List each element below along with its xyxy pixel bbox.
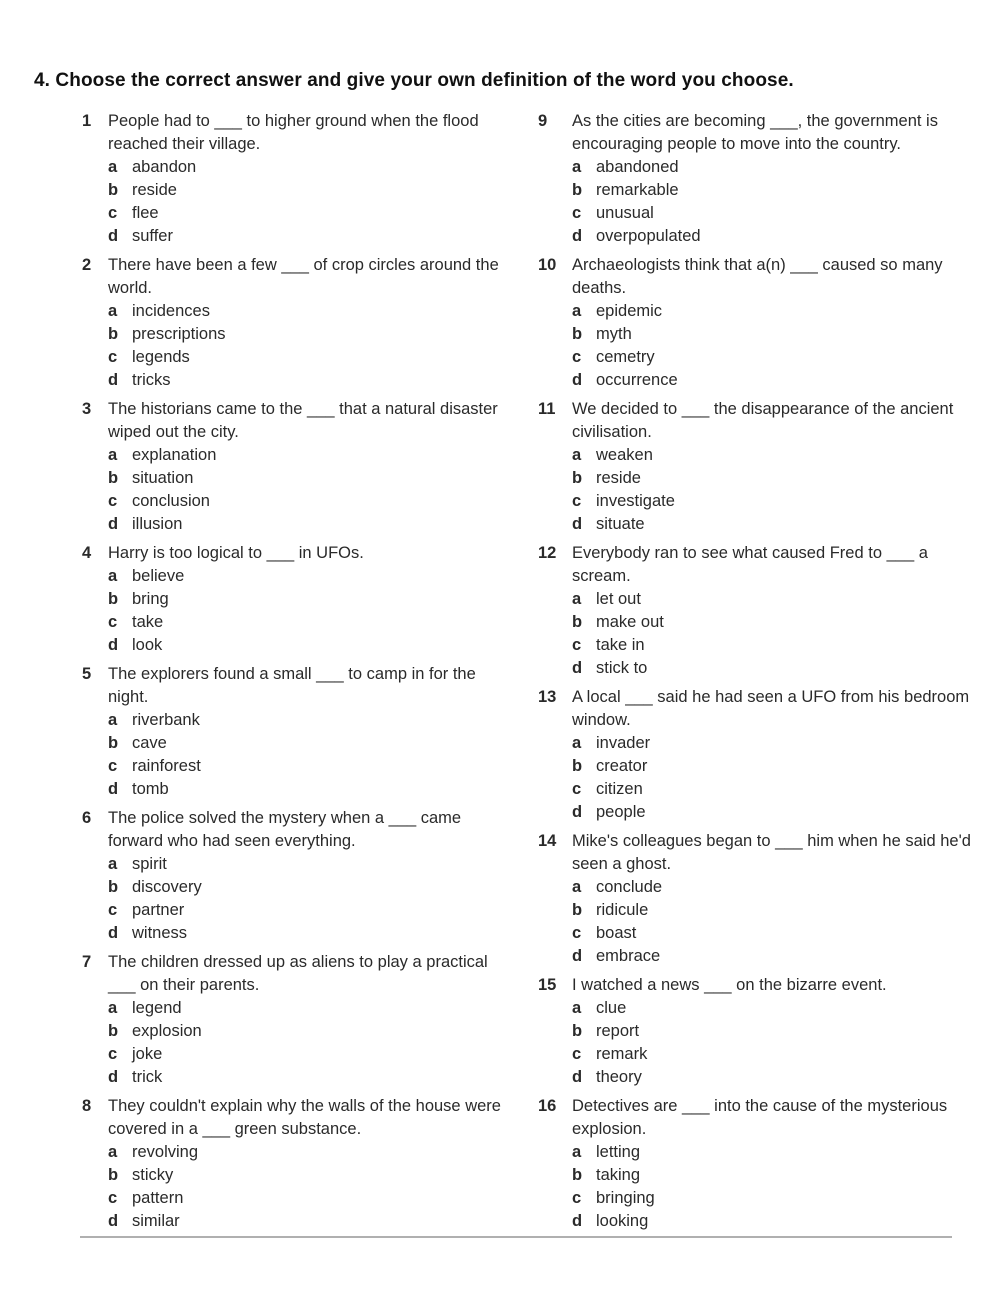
option-a[interactable] xyxy=(108,565,524,588)
option-text: theory xyxy=(596,1068,642,1086)
option-letter: b xyxy=(108,469,119,487)
option-letter: d xyxy=(572,659,583,677)
option-letter: c xyxy=(572,636,582,654)
option-d[interactable] xyxy=(572,513,988,536)
option-b[interactable] xyxy=(572,323,988,346)
option-text: believe xyxy=(132,567,185,585)
option-letter: c xyxy=(108,1045,118,1063)
question-text: Harry is too logical to ___ in UFOs. xyxy=(108,544,364,562)
option-text: tomb xyxy=(132,780,169,798)
option-b[interactable] xyxy=(108,323,524,346)
option-text: remarkable xyxy=(596,181,679,199)
option-letter: d xyxy=(572,1212,583,1230)
question-text: Mike's colleagues began to ___ him when he said he'd seen a ghost. xyxy=(572,832,971,873)
question-text: There have been a few ___ of crop circles around the world. xyxy=(108,256,499,297)
option-letter: c xyxy=(572,492,582,510)
question-7 xyxy=(84,951,524,1089)
option-a[interactable] xyxy=(572,300,988,323)
option-d[interactable] xyxy=(108,369,524,392)
option-text: situate xyxy=(596,515,645,533)
option-text: legend xyxy=(132,999,182,1017)
option-text: incidences xyxy=(132,302,210,320)
option-a[interactable] xyxy=(108,997,524,1020)
option-text: look xyxy=(132,636,163,654)
question-6 xyxy=(84,807,524,945)
option-a[interactable] xyxy=(572,876,988,899)
question-number: 5 xyxy=(82,665,92,683)
option-text: riverbank xyxy=(132,711,200,729)
option-text: report xyxy=(596,1022,640,1040)
question-text: The historians came to the ___ that a natural disaster wiped out the city. xyxy=(108,400,498,441)
question-15 xyxy=(538,974,988,1089)
question-text: Archaeologists think that a(n) ___ caused so many deaths. xyxy=(572,256,943,297)
option-text: partner xyxy=(132,901,185,919)
option-letter: d xyxy=(572,227,583,245)
option-text: illusion xyxy=(132,515,183,533)
option-letter: c xyxy=(108,757,118,775)
option-letter: b xyxy=(572,325,583,343)
option-text: cemetry xyxy=(596,348,655,366)
option-letter: d xyxy=(108,1212,119,1230)
option-letter: a xyxy=(572,1143,582,1161)
option-text: letting xyxy=(596,1143,641,1161)
option-text: prescriptions xyxy=(132,325,226,343)
option-b[interactable] xyxy=(572,1164,988,1187)
option-text: embrace xyxy=(596,947,661,965)
option-c[interactable] xyxy=(108,346,524,369)
option-text: cave xyxy=(132,734,167,752)
option-b[interactable] xyxy=(108,1020,524,1043)
option-letter: d xyxy=(108,515,119,533)
option-d[interactable] xyxy=(108,634,524,657)
option-letter: d xyxy=(572,947,583,965)
option-d[interactable] xyxy=(572,1210,988,1233)
option-letter: b xyxy=(108,734,119,752)
question-number: 9 xyxy=(538,112,548,130)
option-letter: a xyxy=(572,590,582,608)
option-letter: d xyxy=(108,227,119,245)
option-d[interactable] xyxy=(572,1066,988,1089)
option-c[interactable] xyxy=(108,611,524,634)
exercise-heading: 4. Choose the correct answer and give your own definition of the word you choose. xyxy=(34,70,794,91)
option-text: ridicule xyxy=(596,901,649,919)
question-number: 12 xyxy=(538,544,557,562)
option-letter: b xyxy=(572,1022,583,1040)
option-c[interactable] xyxy=(572,1187,988,1210)
option-text: witness xyxy=(132,924,188,942)
option-letter: c xyxy=(572,1045,582,1063)
question-number: 1 xyxy=(82,112,92,130)
right-question-column xyxy=(538,110,988,1239)
option-letter: a xyxy=(108,711,118,729)
question-16 xyxy=(538,1095,988,1233)
option-letter: d xyxy=(108,924,119,942)
option-a[interactable] xyxy=(572,1141,988,1164)
option-d[interactable] xyxy=(572,657,988,680)
question-13 xyxy=(538,686,988,824)
option-text: taking xyxy=(596,1166,641,1184)
option-c[interactable] xyxy=(572,490,988,513)
option-a[interactable] xyxy=(572,732,988,755)
option-letter: c xyxy=(572,924,582,942)
question-2 xyxy=(84,254,524,392)
question-text: We decided to ___ the disappearance of the ancient civilisation. xyxy=(572,400,954,441)
question-number: 2 xyxy=(82,256,92,274)
option-text: suffer xyxy=(132,227,173,245)
option-d[interactable] xyxy=(572,945,988,968)
option-letter: d xyxy=(572,515,583,533)
option-text: spirit xyxy=(132,855,167,873)
option-text: occurrence xyxy=(596,371,678,389)
question-10 xyxy=(538,254,988,392)
option-letter: c xyxy=(572,348,582,366)
option-text: let out xyxy=(596,590,641,608)
left-question-column xyxy=(84,110,524,1239)
option-letter: c xyxy=(108,348,118,366)
option-letter: b xyxy=(108,181,119,199)
option-text: abandon xyxy=(132,158,197,176)
option-c[interactable] xyxy=(108,899,524,922)
option-c[interactable] xyxy=(572,634,988,657)
question-5 xyxy=(84,663,524,801)
option-text: investigate xyxy=(596,492,675,510)
option-text: bring xyxy=(132,590,169,608)
option-text: epidemic xyxy=(596,302,663,320)
option-d[interactable] xyxy=(108,1210,524,1233)
option-letter: c xyxy=(108,492,118,510)
option-b[interactable] xyxy=(108,876,524,899)
option-text: legends xyxy=(132,348,190,366)
question-text: The children dressed up as aliens to play a practical ___ on their parents. xyxy=(108,953,488,994)
option-d[interactable] xyxy=(108,225,524,248)
question-number: 8 xyxy=(82,1097,92,1115)
option-c[interactable] xyxy=(572,778,988,801)
option-text: bringing xyxy=(596,1189,655,1207)
question-text: Everybody ran to see what caused Fred to ___ a scream. xyxy=(572,544,928,585)
option-letter: b xyxy=(572,1166,583,1184)
option-text: reside xyxy=(596,469,641,487)
option-text: tricks xyxy=(132,371,171,389)
option-letter: a xyxy=(108,567,118,585)
option-d[interactable] xyxy=(572,369,988,392)
option-letter: c xyxy=(108,1189,118,1207)
question-text: Detectives are ___ into the cause of the mysterious explosion. xyxy=(572,1097,948,1138)
option-text: people xyxy=(596,803,646,821)
question-number: 11 xyxy=(538,400,556,418)
option-c[interactable] xyxy=(108,755,524,778)
option-text: abandoned xyxy=(596,158,679,176)
option-letter: a xyxy=(572,446,582,464)
question-number: 10 xyxy=(538,256,557,274)
option-letter: b xyxy=(108,878,119,896)
option-letter: a xyxy=(108,158,118,176)
option-letter: a xyxy=(572,734,582,752)
option-a[interactable] xyxy=(108,444,524,467)
option-text: take xyxy=(132,613,164,631)
question-3 xyxy=(84,398,524,536)
option-letter: a xyxy=(108,855,118,873)
option-letter: a xyxy=(108,302,118,320)
option-a[interactable] xyxy=(572,444,988,467)
option-text: conclude xyxy=(596,878,663,896)
option-text: clue xyxy=(596,999,627,1017)
question-text: I watched a news ___ on the bizarre event. xyxy=(572,976,887,994)
option-d[interactable] xyxy=(108,513,524,536)
option-text: stick to xyxy=(596,659,648,677)
option-b[interactable] xyxy=(108,179,524,202)
question-text: The explorers found a small ___ to camp in for the night. xyxy=(108,665,476,706)
option-text: trick xyxy=(132,1068,163,1086)
option-b[interactable] xyxy=(108,1164,524,1187)
option-a[interactable] xyxy=(108,156,524,179)
question-text: People had to ___ to higher ground when the flood reached their village. xyxy=(108,112,479,153)
question-text: The police solved the mystery when a ___ came forward who had seen everything. xyxy=(108,809,462,850)
question-4 xyxy=(84,542,524,657)
option-a[interactable] xyxy=(108,853,524,876)
question-14 xyxy=(538,830,988,968)
option-letter: b xyxy=(108,590,119,608)
option-c[interactable] xyxy=(108,490,524,513)
option-b[interactable] xyxy=(108,467,524,490)
question-1 xyxy=(84,110,524,248)
option-text: explanation xyxy=(132,446,217,464)
option-text: make out xyxy=(596,613,664,631)
option-text: unusual xyxy=(596,204,654,222)
option-letter: b xyxy=(572,181,583,199)
option-c[interactable] xyxy=(108,1187,524,1210)
option-letter: d xyxy=(108,780,119,798)
option-letter: a xyxy=(572,302,582,320)
option-letter: b xyxy=(108,1166,119,1184)
option-c[interactable] xyxy=(572,202,988,225)
question-text: As the cities are becoming ___, the government is encouraging people to move into the country. xyxy=(572,112,938,153)
option-letter: b xyxy=(572,469,583,487)
question-number: 14 xyxy=(538,832,557,850)
option-text: pattern xyxy=(132,1189,184,1207)
option-b[interactable] xyxy=(572,1020,988,1043)
option-text: flee xyxy=(132,204,159,222)
option-letter: d xyxy=(572,371,583,389)
option-letter: c xyxy=(108,204,118,222)
question-12 xyxy=(538,542,988,680)
option-c[interactable] xyxy=(572,346,988,369)
option-letter: c xyxy=(572,1189,582,1207)
option-text: overpopulated xyxy=(596,227,701,245)
option-letter: d xyxy=(572,803,583,821)
option-a[interactable] xyxy=(572,997,988,1020)
option-b[interactable] xyxy=(572,611,988,634)
option-letter: b xyxy=(108,325,119,343)
option-letter: c xyxy=(108,901,118,919)
question-number: 6 xyxy=(82,809,92,827)
option-letter: a xyxy=(572,999,582,1017)
option-text: explosion xyxy=(132,1022,202,1040)
question-number: 4 xyxy=(82,544,92,562)
option-text: sticky xyxy=(132,1166,174,1184)
question-text: A local ___ said he had seen a UFO from his bedroom window. xyxy=(572,688,970,729)
question-number: 3 xyxy=(82,400,92,418)
option-d[interactable] xyxy=(572,225,988,248)
option-c[interactable] xyxy=(108,202,524,225)
question-number: 16 xyxy=(538,1097,557,1115)
option-a[interactable] xyxy=(108,1141,524,1164)
question-text: They couldn't explain why the walls of the house were covered in a ___ green substance. xyxy=(108,1097,501,1138)
question-number: 7 xyxy=(82,953,92,971)
option-letter: b xyxy=(572,757,583,775)
option-text: citizen xyxy=(596,780,643,798)
option-a[interactable] xyxy=(572,588,988,611)
option-b[interactable] xyxy=(108,732,524,755)
option-text: rainforest xyxy=(132,757,201,775)
option-text: revolving xyxy=(132,1143,199,1161)
option-text: discovery xyxy=(132,878,202,896)
option-letter: d xyxy=(572,1068,583,1086)
option-c[interactable] xyxy=(108,1043,524,1066)
option-text: creator xyxy=(596,757,648,775)
option-a[interactable] xyxy=(108,300,524,323)
option-c[interactable] xyxy=(572,922,988,945)
option-text: weaken xyxy=(596,446,653,464)
question-9 xyxy=(538,110,988,248)
option-letter: a xyxy=(572,158,582,176)
option-c[interactable] xyxy=(572,1043,988,1066)
option-letter: d xyxy=(108,1068,119,1086)
option-text: myth xyxy=(596,325,632,343)
option-letter: c xyxy=(108,613,118,631)
option-a[interactable] xyxy=(572,156,988,179)
option-text: looking xyxy=(596,1212,649,1230)
option-b[interactable] xyxy=(572,899,988,922)
question-number: 13 xyxy=(538,688,557,706)
option-d[interactable] xyxy=(108,778,524,801)
option-letter: b xyxy=(108,1022,119,1040)
option-b[interactable] xyxy=(572,179,988,202)
option-letter: a xyxy=(108,1143,118,1161)
option-text: joke xyxy=(132,1045,163,1063)
question-11 xyxy=(538,398,988,536)
option-b[interactable] xyxy=(572,755,988,778)
option-a[interactable] xyxy=(108,709,524,732)
option-letter: a xyxy=(572,878,582,896)
option-text: conclusion xyxy=(132,492,210,510)
option-d[interactable] xyxy=(108,922,524,945)
option-letter: a xyxy=(108,446,118,464)
option-letter: c xyxy=(572,780,582,798)
option-text: take in xyxy=(596,636,645,654)
option-text: situation xyxy=(132,469,194,487)
option-text: remark xyxy=(596,1045,648,1063)
option-letter: d xyxy=(108,371,119,389)
question-8 xyxy=(84,1095,524,1233)
option-d[interactable] xyxy=(572,801,988,824)
option-text: boast xyxy=(596,924,637,942)
option-text: invader xyxy=(596,734,651,752)
option-letter: b xyxy=(572,613,583,631)
question-number: 15 xyxy=(538,976,557,994)
option-text: similar xyxy=(132,1212,180,1230)
option-letter: a xyxy=(108,999,118,1017)
option-letter: c xyxy=(572,204,582,222)
option-b[interactable] xyxy=(108,588,524,611)
option-b[interactable] xyxy=(572,467,988,490)
option-text: reside xyxy=(132,181,177,199)
bottom-divider xyxy=(80,1236,952,1238)
option-letter: d xyxy=(108,636,119,654)
option-letter: b xyxy=(572,901,583,919)
option-d[interactable] xyxy=(108,1066,524,1089)
